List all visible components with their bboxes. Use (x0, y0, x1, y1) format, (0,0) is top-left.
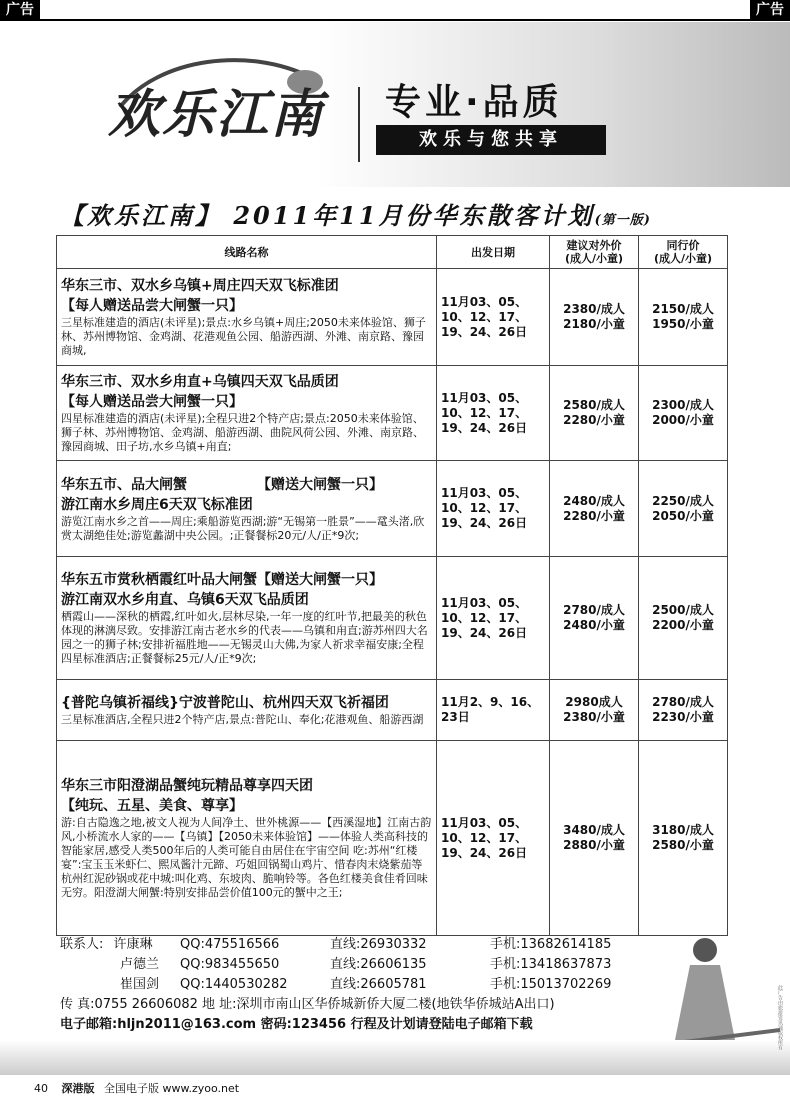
header-date: 出发日期 (437, 236, 550, 269)
contact-qq: QQ:983455650 (180, 957, 280, 972)
table-row (57, 269, 728, 366)
contact-tel: 直线:26930332 (330, 937, 427, 952)
trade-child: 1950/小童 (652, 317, 714, 331)
contact-name: 许康琳 (113, 937, 153, 952)
route-desc: 四星标准建造的酒店(未评星);全程只进2个特产店;景点:2050未来体验馆、狮子林、苏州博物馆、金鸡湖、船游西湖、曲院风荷公园、外滩、南京路、豫园商城、田子坊,水乡乌镇+甪直; (61, 412, 424, 453)
trade-adult: 3180/成人 (652, 823, 714, 837)
trade-child: 2200/小童 (652, 618, 714, 632)
plan-edition: (第一版) (594, 213, 651, 228)
contact-mobile: 手机:13682614185 (490, 937, 612, 952)
page-footer (34, 1080, 239, 1096)
retail-adult: 2480/成人 (563, 493, 625, 508)
route-dates: 11月03、05、10、12、17、19、24、26日 (437, 269, 550, 366)
contact-name: 卢德兰 (120, 957, 160, 972)
contact-tel: 直线:26606135 (330, 957, 427, 972)
route-desc: 栖霞山——深秋的栖霞,红叶如火,层林尽染,一年一度的红叶节,把最美的秋色体现的淋漓尽致。安排游江南古老水乡的代表——乌镇和甪直;游苏州四大名园之一的狮子林;安排祈福胜地——无锡灵山大佛,为家人祈求幸福安康;全程四星标准酒店;正餐餐标25元/人/正*9次; (61, 610, 428, 665)
route-gift: 【每人赠送品尝大闸蟹一只】 (61, 298, 243, 314)
top-divider (0, 19, 790, 21)
route-cell (57, 741, 437, 936)
retail-price (550, 269, 639, 366)
route-name: {普陀乌镇祈福线}宁波普陀山、杭州四天双飞祈福团 (61, 695, 389, 711)
route-cell (57, 557, 437, 680)
contact-label: 联系人: (60, 937, 104, 952)
route-gift: 【纯玩、五星、美食、尊享】 (61, 798, 243, 814)
trade-adult: 2150/成人 (652, 302, 714, 316)
table-row (57, 366, 728, 461)
route-desc: 三星标准建造的酒店(未评星);景点:水乡乌镇+周庄;2050未来体验馆、狮子林、苏州博物馆、金鸡湖、花港观鱼公园、船游西湖、外滩、南京路、豫园商城, (61, 316, 426, 357)
retail-adult: 2580/成人 (563, 398, 625, 412)
table-header-row (57, 236, 728, 269)
trade-price (639, 557, 728, 680)
retail-child: 2180/小童 (563, 317, 625, 331)
route-name-2: 游江南双水乡甪直、乌镇6天双飞品质团 (61, 592, 309, 608)
trade-adult: 2780/成人 (652, 695, 714, 709)
trade-adult: 2500/成人 (652, 603, 714, 617)
retail-child: 2280/小童 (563, 413, 625, 427)
trade-price (639, 366, 728, 461)
contact-mobile: 手机:15013702269 (490, 977, 612, 992)
retail-price (550, 461, 639, 557)
slogan: 专业·品质 (385, 82, 563, 123)
trade-child: 2580/小童 (652, 838, 714, 852)
contact-name: 崔国剑 (120, 977, 160, 992)
side-note: 此广告由旅游资讯通版权所有 (777, 985, 783, 1050)
contact-tel: 直线:26605781 (330, 977, 427, 992)
trade-adult: 2250/成人 (652, 493, 714, 508)
page-number: 40 (34, 1082, 48, 1095)
trade-adult: 2300/成人 (652, 398, 714, 412)
table-row (57, 461, 728, 557)
brand-logo: 欢乐江南 (108, 84, 325, 145)
route-name-text: 华东五市、品大闸蟹 (61, 476, 187, 493)
header-route: 线路名称 (57, 236, 437, 269)
retail-price (550, 557, 639, 680)
route-dates: 11月03、05、10、12、17、19、24、26日 (437, 366, 550, 461)
plan-title (60, 196, 651, 231)
routes-table (56, 235, 728, 936)
trade-price (639, 741, 728, 936)
route-gift: 【每人赠送品尝大闸蟹一只】 (61, 394, 243, 410)
route-name: 华东三市、双水乡乌镇+周庄四天双飞标准团 (61, 278, 339, 294)
trade-child: 2230/小童 (652, 710, 714, 724)
retail-price (550, 366, 639, 461)
slogan-sub: 欢乐与您共享 (376, 125, 606, 155)
route-desc: 游:自古隐逸之地,被文人视为人间净土、世外桃源——【西溪湿地】江南古韵风,小桥流水人家的——【乌镇】【2050未来体验馆】——体验人类高科技的智能家居,感受人类500年后的人类可能自由居住在宇宙空间 吃:苏州“红楼宴”:宝玉玉米虾仁、熙凤酱汁元蹄、巧姐回锅蜀山鸡片、惜春肉末烧紫茄等 杭州红泥砂锅或花中城:叫化鸡、东坡肉、脆响铃等。各色红楼美食佳肴回味无穷。阳澄湖大闸蟹:特别安排品尝价值100元的蟹中之王; (61, 816, 432, 899)
edition-label: 深港版 (61, 1082, 95, 1095)
lady-illustration (660, 920, 780, 1050)
route-dates: 11月03、05、10、12、17、19、24、26日 (437, 461, 550, 557)
contact-qq: QQ:475516566 (180, 937, 280, 952)
header-retail-price: 建议对外价 (成人/小童) (550, 236, 639, 269)
contact-qq: QQ:1440530282 (180, 977, 288, 992)
route-name: 华东三市阳澄湖品蟹纯玩精品尊享四天团 (61, 778, 313, 794)
route-cell (57, 269, 437, 366)
header-trade-price: 同行价 (成人/小童) (639, 236, 728, 269)
route-cell (57, 461, 437, 557)
route-dates: 11月2、9、16、23日 (437, 680, 550, 741)
fax-address: 传 真:0755 26606082 地 址:深圳市南山区华侨城新侨大厦二楼(地铁华侨城站A出口) (60, 997, 555, 1012)
route-dates: 11月03、05、10、12、17、19、24、26日 (437, 557, 550, 680)
header-banner (0, 22, 790, 187)
table-row (57, 680, 728, 741)
retail-adult: 3480/成人 (563, 823, 625, 837)
route-cell (57, 366, 437, 461)
email-line: 电子邮箱:hljn2011@163.com 密码:123456 行程及计划请登陆电子邮箱下载 (60, 1017, 533, 1032)
route-desc: 三星标准酒店,全程只进2个特产店,景点:普陀山、奉化;花港观鱼、船游西湖 (61, 713, 424, 726)
trade-child: 2000/小童 (652, 413, 714, 427)
trade-price (639, 680, 728, 741)
retail-adult: 2980成人 (565, 695, 623, 709)
retail-adult: 2380/成人 (563, 302, 625, 316)
route-desc: 游览江南水乡之首——周庄;乘船游览西湖;游“无锡第一胜景”——鼋头渚,欣赏太湖绝佳处;游览蠡湖中央公园。;正餐餐标20元/人/正*9次; (61, 514, 425, 542)
retail-child: 2480/小童 (563, 618, 625, 632)
retail-child: 2880/小童 (563, 838, 625, 852)
route-name (61, 475, 432, 495)
table-row (57, 741, 728, 936)
table-row (57, 557, 728, 680)
retail-child: 2380/小童 (563, 710, 625, 724)
header-divider (358, 87, 360, 162)
retail-adult: 2780/成人 (563, 603, 625, 617)
contact-mobile: 手机:13418637873 (490, 957, 612, 972)
site-link[interactable]: 全国电子版 www.zyoo.net (104, 1082, 240, 1095)
route-name-2: 游江南水乡周庄6天双飞标准团 (61, 496, 253, 513)
route-name: 华东五市赏秋栖霞红叶品大闸蟹【赠送大闸蟹一只】 (61, 572, 383, 588)
route-gift: 【赠送大闸蟹一只】 (257, 476, 383, 493)
contact-row (60, 935, 153, 955)
trade-price (639, 461, 728, 557)
ad-label-left: 广告 (0, 0, 40, 20)
trade-child: 2050/小童 (652, 508, 714, 523)
retail-child: 2280/小童 (563, 508, 625, 523)
footer-background (0, 1040, 790, 1075)
plan-title-text: 【欢乐江南】 2011年11月份华东散客计划 (60, 201, 595, 230)
retail-price (550, 741, 639, 936)
retail-price (550, 680, 639, 741)
route-cell (57, 680, 437, 741)
route-dates: 11月03、05、10、12、17、19、24、26日 (437, 741, 550, 936)
route-name: 华东三市、双水乡甪直+乌镇四天双飞品质团 (61, 374, 339, 390)
ad-label-right: 广告 (750, 0, 790, 20)
trade-price (639, 269, 728, 366)
